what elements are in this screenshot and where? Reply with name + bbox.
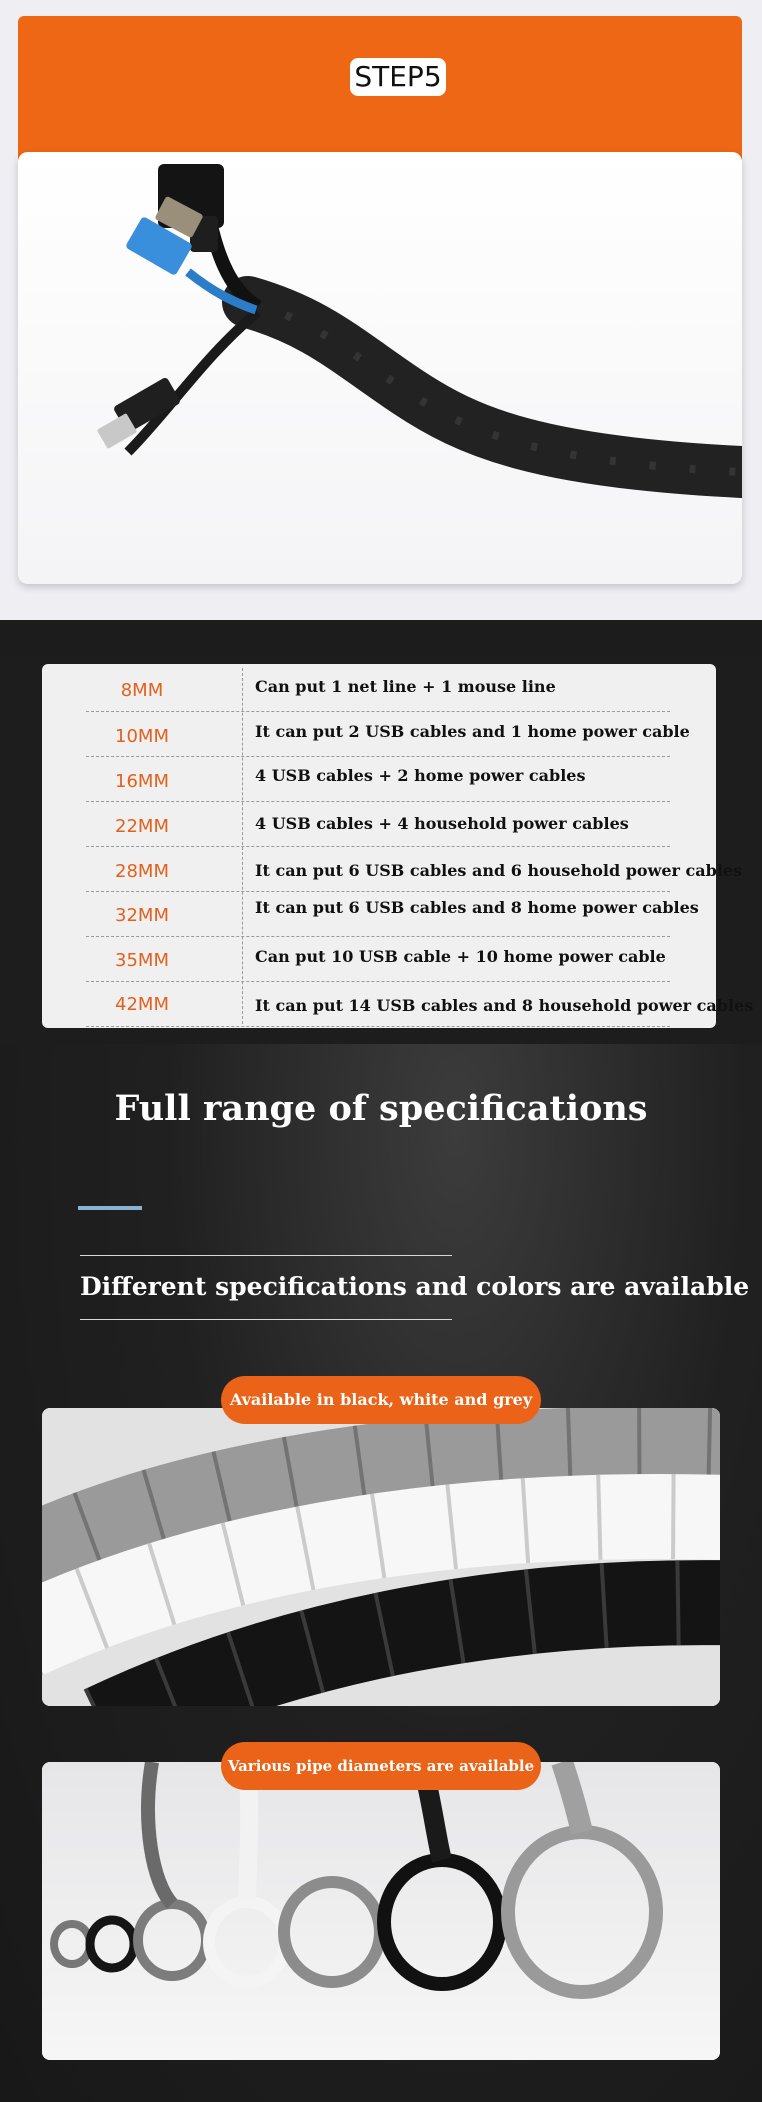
step-section xyxy=(0,0,762,620)
table-row xyxy=(42,847,743,892)
row-size: 16MM xyxy=(115,771,169,792)
row-divider xyxy=(86,1026,670,1027)
step-badge: STEP5 xyxy=(350,58,446,96)
row-size: 28MM xyxy=(115,861,169,882)
spec-table-section xyxy=(0,656,762,1044)
row-size: 32MM xyxy=(115,905,169,926)
table-row xyxy=(42,982,754,1027)
diameters-badge: Various pipe diameters are available xyxy=(221,1742,541,1790)
step-header-banner xyxy=(18,16,742,166)
row-size: 42MM xyxy=(115,994,169,1015)
cable-organizer-photo xyxy=(18,152,742,584)
table-row xyxy=(42,892,716,937)
row-description: It can put 6 USB cables and 8 home power cables xyxy=(255,898,699,917)
specifications-section xyxy=(0,1044,762,2102)
row-description: It can put 6 USB cables and 6 household power cables xyxy=(255,861,743,880)
section-heading: Full range of specifications xyxy=(114,1088,648,1129)
color-variants-photo xyxy=(42,1408,720,1706)
row-size: 22MM xyxy=(115,816,169,837)
diameter-variants-photo xyxy=(42,1762,720,2060)
row-description: Can put 10 USB cable + 10 home power cable xyxy=(255,947,666,966)
row-description: 4 USB cables + 2 home power cables xyxy=(255,766,586,785)
row-size: 10MM xyxy=(115,726,169,747)
row-description: Can put 1 net line + 1 mouse line xyxy=(255,677,556,696)
row-description: It can put 2 USB cables and 1 home power cable xyxy=(255,722,690,741)
colors-badge: Available in black, white and grey xyxy=(221,1376,541,1424)
section-subheading: Different specifications and colors are available xyxy=(80,1272,750,1301)
row-description: It can put 14 USB cables and 8 household power cables xyxy=(255,996,754,1015)
table-row xyxy=(42,757,716,802)
row-size: 35MM xyxy=(115,950,169,971)
row-description: 4 USB cables + 4 household power cables xyxy=(255,814,629,833)
spec-table xyxy=(42,664,754,1028)
table-row xyxy=(42,712,716,757)
accent-bar xyxy=(78,1206,142,1210)
table-row xyxy=(42,937,716,982)
row-size: 8MM xyxy=(120,680,164,701)
divider-line xyxy=(80,1319,452,1320)
table-row xyxy=(42,802,716,847)
divider-line xyxy=(80,1255,452,1256)
table-row xyxy=(42,667,716,712)
